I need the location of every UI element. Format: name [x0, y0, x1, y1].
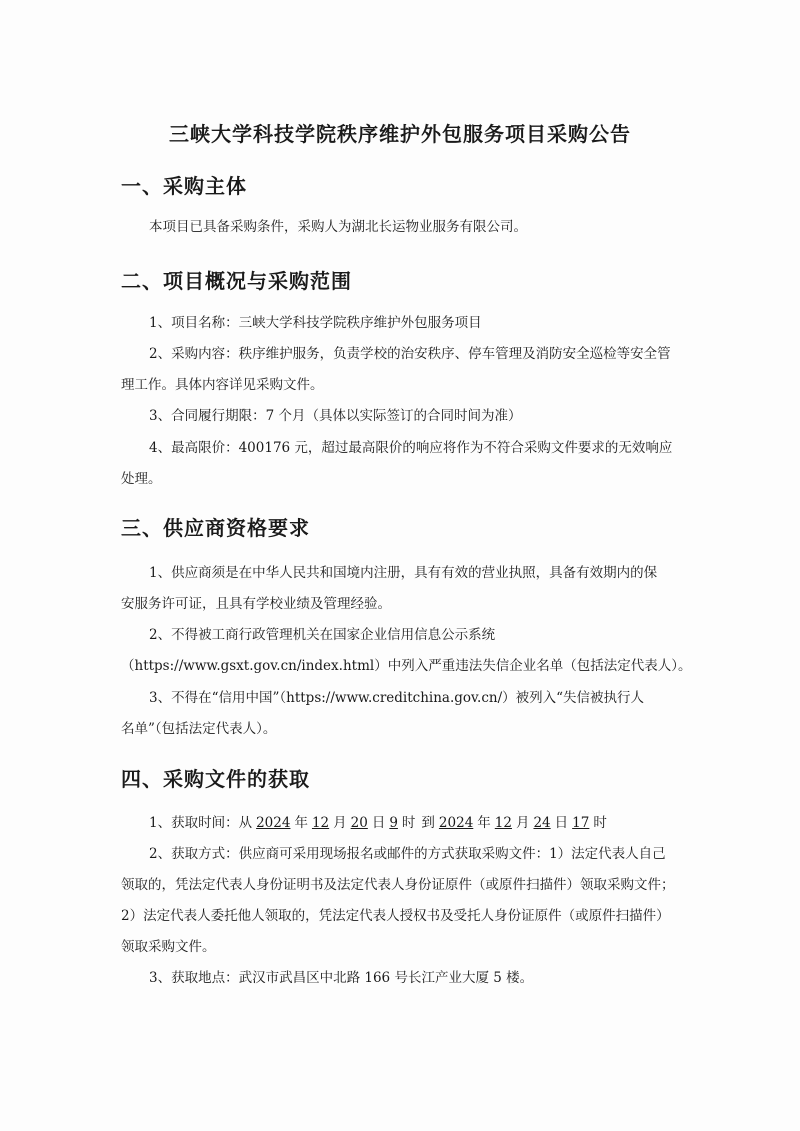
paragraph: 名单”（包括法定代表人）。 [121, 721, 277, 737]
paragraph: 4、最高限价：400176 元，超过最高限价的响应将作为不符合采购文件要求的无效响应 [149, 440, 673, 456]
year-label: 年 [294, 815, 308, 831]
to-label: 到 [421, 815, 435, 831]
start-day: 20 [350, 815, 368, 831]
paragraph: 3、获取地点：武汉市武昌区中北路 166 号长江产业大厦 5 楼。 [149, 970, 534, 986]
end-hour: 17 [572, 815, 590, 831]
hour-label: 时 [593, 815, 607, 831]
paragraph: 处理。 [121, 471, 162, 487]
paragraph: 3、合同履行期限：7 个月（具体以实际签订的合同时间为准） [149, 408, 522, 424]
section-heading-3: 三、供应商资格要求 [121, 516, 310, 540]
month-label: 月 [333, 815, 347, 831]
paragraph: 3、不得在“信用中国”（https://www.creditchina.gov.cn/）被列入“失信被执行人 [149, 690, 645, 706]
page-title: 三峡大学科技学院秩序维护外包服务项目采购公告 [169, 122, 631, 146]
paragraph: 1、供应商须是在中华人民共和国境内注册，具有有效的营业执照，具备有效期内的保 [149, 565, 658, 581]
end-year: 2024 [438, 815, 474, 831]
paragraph: 领取的，凭法定代表人身份证明书及法定代表人身份证原件（或原件扫描件）领取采购文件； [121, 877, 675, 893]
day-label: 日 [554, 815, 569, 831]
paragraph-acquisition-time [121, 808, 709, 838]
year-label: 年 [477, 815, 491, 831]
section-heading-2: 二、项目概况与采购范围 [121, 269, 352, 293]
paragraph: 2、采购内容：秩序维护服务，负责学校的治安秩序、停车管理及消防安全巡检等安全管 [149, 346, 671, 362]
paragraph: 理工作。具体内容详见采购文件。 [121, 377, 324, 393]
paragraph: 2）法定代表人委托他人领取的，凭法定代表人授权书及受托人身份证原件（或原件扫描件） [121, 908, 670, 924]
paragraph: 2、不得被工商行政管理机关在国家企业信用信息公示系统 [149, 627, 496, 643]
start-month: 12 [311, 815, 330, 831]
end-month: 12 [494, 815, 512, 831]
paragraph: 1、项目名称：三峡大学科技学院秩序维护外包服务项目 [149, 315, 482, 331]
start-hour: 9 [389, 815, 398, 831]
paragraph: 领取采购文件。 [121, 939, 216, 955]
hour-label: 时 [401, 815, 416, 831]
day-label: 日 [371, 815, 386, 831]
section-heading-1: 一、采购主体 [121, 174, 247, 198]
paragraph: （https://www.gsxt.gov.cn/index.html）中列入严重违法失信企业名单（包括法定代表人）。 [121, 658, 692, 674]
paragraph: 本项目已具备采购条件，采购人为湖北长运物业服务有限公司。 [149, 219, 527, 235]
section-heading-4: 四、采购文件的获取 [121, 767, 310, 791]
month-label: 月 [515, 815, 530, 831]
start-year: 2024 [256, 815, 291, 831]
end-day: 24 [533, 815, 551, 831]
paragraph: 安服务许可证，且具有学校业绩及管理经验。 [121, 596, 391, 612]
time-prefix: 1、获取时间：从 [149, 815, 253, 831]
paragraph: 2、获取方式：供应商可采用现场报名或邮件的方式获取采购文件：1）法定代表人自己 [149, 846, 666, 862]
